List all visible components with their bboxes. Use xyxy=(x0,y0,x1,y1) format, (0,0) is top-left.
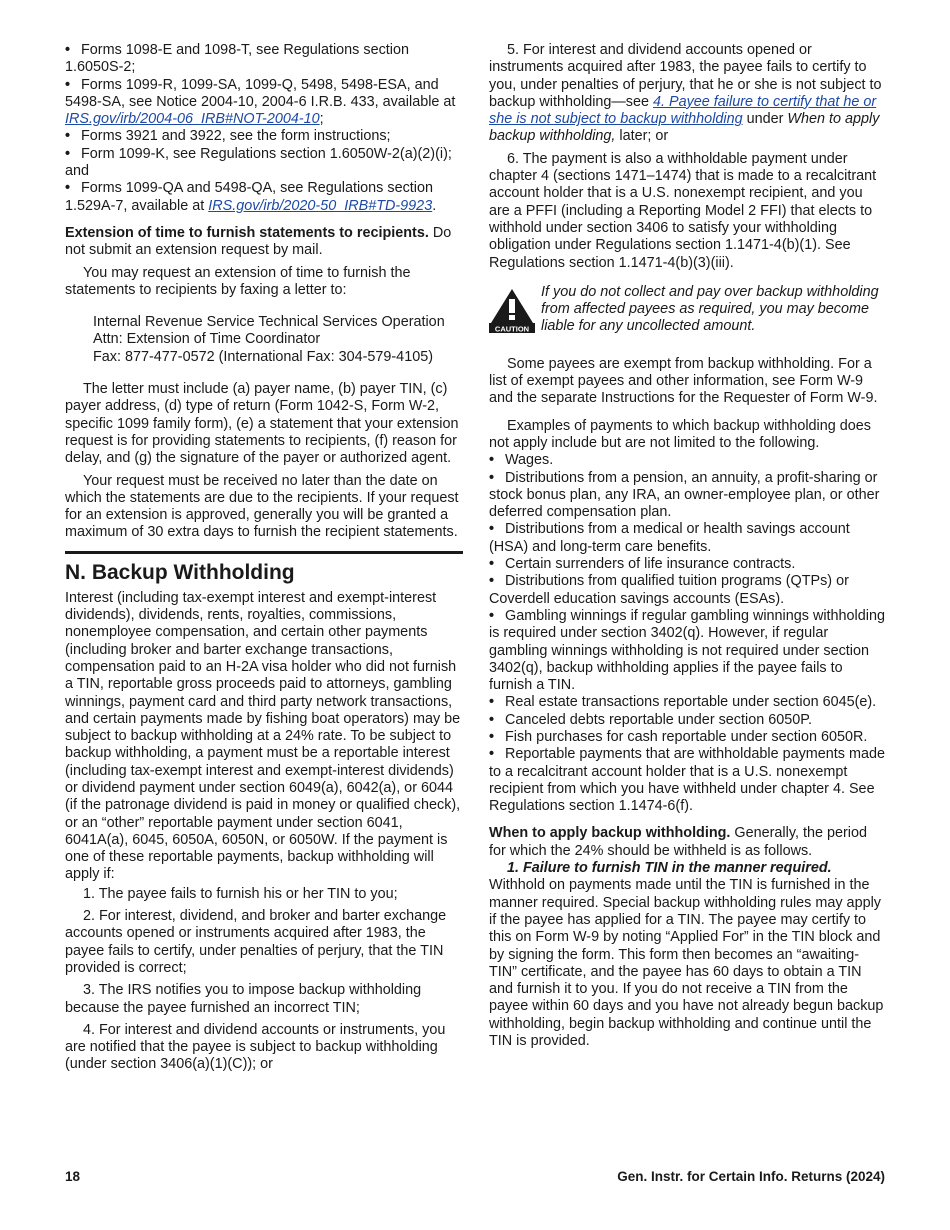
item-text: When to apply backup withholding, xyxy=(489,111,880,145)
left-column xyxy=(65,42,463,1074)
exempt-payees-paragraph: Some payees are exempt from backup withholding. For a list of exempt payees and other information, see Form W-9 and the separate Instructions for the Requester of Form W-9. xyxy=(489,355,878,407)
list-item: • Wages. xyxy=(489,452,887,469)
caution-label: CAUTION xyxy=(494,324,530,333)
list-item-text: Forms 1099-QA and 5498-QA, see Regulations section 1.529A-7, available at xyxy=(65,180,433,214)
numbered-item: 3. The IRS notifies you to impose backup withholding because the payee furnished an incorrect TIN; xyxy=(65,982,422,1016)
numbered-item: 1. The payee fails to furnish his or her TIN to you; xyxy=(83,885,398,902)
list-item: • Gambling winnings if regular gambling winnings withholding is required under section 3402(q). However, if regular gambling winnings withholding is not required under section 3402(q), backup withholding applies if the payee fails to furnish a TIN. xyxy=(489,608,887,694)
right-column xyxy=(489,42,887,1050)
list-item: • Distributions from a pension, an annuity, a profit-sharing or stock bonus plan, any IRA, an owner-employee plan, or other deferred compensation plan. xyxy=(489,470,887,522)
extension-text: Do not submit an extension request by mail. xyxy=(65,224,452,259)
list-item: • Forms 1098-E and 1098-T, see Regulations section 1.6050S-2; xyxy=(65,42,463,77)
extension-paragraph xyxy=(65,225,463,260)
list-item xyxy=(65,77,463,129)
backup-withholding-paragraph: Interest (including tax-exempt interest and exempt-interest dividends), dividends, rents, royalties, commissions, nonemployee compensation, and certain other payments (including broker and barter exchange transactions, compensation paid to an H-2A visa holder who did not furnish a TIN, reportable gross proceeds paid to attorneys, gambling winnings, payment card and third party network transactions, and certain payments made by fishing boat operators) may be subject to backup withholding at a 24% rate. To be subject to backup withholding, a payment must be a reportable interest (including tax-exempt interest and exempt-interest dividends) or dividend payment under section 6049(a), 6042(a), or 6044 (if the patronage dividend is paid in money or qualified check), or an “other” reportable payment under section 6041, 6041A(a), 6045, 6050A, 6050N, or 6050W. If the payment is one of these reportable payments, backup withholding will apply if: xyxy=(65,589,461,883)
payee-failure-link[interactable]: 4. Payee failure to certify that he or she is not subject to backup withholding xyxy=(489,93,877,128)
failure-heading: 1. Failure to furnish TIN in the manner required. xyxy=(507,860,832,877)
caution-text: If you do not collect and pay over backup withholding from affected payees as required, you may become liable for any uncollected amount. xyxy=(541,283,879,335)
list-item: • Forms 3921 and 3922, see the form instructions; xyxy=(65,128,463,145)
failure-paragraph: Withhold on payments made until the TIN is furnished in the manner required. Special backup withholding rules may apply if the payee has applied for a TIN. The payee may certify to this on Form W-9 by noting “Applied For” in the TIN block and by signing the form. This form then becomes an “awaiting-TIN” certificate, and the payee has 60 days to obtain a TIN and furnish it to you. If you do not receive a TIN from the payee within 60 days and you have not already begun backup withholding, begin backup withholding and continue until the TIN is provided. xyxy=(489,877,884,1050)
when-to-apply-heading: When to apply backup withholding. xyxy=(489,825,731,842)
list-item: • Form 1099-K, see Regulations section 1.6050W-2(a)(2)(i); and xyxy=(65,146,463,181)
document-title: Gen. Instr. for Certain Info. Returns (2024) xyxy=(617,1169,885,1184)
irs-address-block xyxy=(93,314,463,366)
extension-heading: Extension of time to furnish statements to recipients. xyxy=(65,224,429,241)
list-item-text: ; xyxy=(319,111,324,128)
numbered-item: 6. The payment is also a withholdable payment under chapter 4 (sections 1471–1474) that is made to a recalcitrant account holder that is a U.S. nonexempt recipient, and you are a PFFI (including a Reporting Model 2 FFI) that elects to withhold under section 3406 to satisfy your withholding obligation under Regulations section 1.1471-4(b)(1). See Regulations section 1.1471-4(b)(3)(iii). xyxy=(489,150,877,271)
page-number: 18 xyxy=(65,1169,81,1184)
list-item: • Canceled debts reportable under section 6050P. xyxy=(489,712,887,729)
list-item xyxy=(65,180,463,215)
numbered-item: 2. For interest, dividend, and broker and barter exchange accounts opened or instruments acquired after 1983, the payee fails to certify, under penalties of perjury, that the TIN provided is correct; xyxy=(65,908,447,976)
item-text: later; or xyxy=(615,128,669,145)
list-item: • Real estate transactions reportable under section 6045(e). xyxy=(489,694,887,711)
numbered-item: 4. For interest and dividend accounts or instruments, you are notified that the payee is subject to backup withholding (under section 3406(a)(1)(C)); or xyxy=(65,1021,446,1073)
caution-icon xyxy=(489,287,535,333)
examples-paragraph: Examples of payments to which backup withholding does not apply include but are not limited to the following. xyxy=(489,417,871,451)
section-divider xyxy=(65,551,463,586)
caution-box xyxy=(489,284,887,336)
list-item-text: Forms 1099-R, 1099-SA, 1099-Q, 5498, 5498-ESA, and 5498-SA, see Notice 2004-10, 2004-6 I.R.B. 433, available at xyxy=(65,76,456,110)
when-to-apply-text: Generally, the period for which the 24% should be withheld is as follows. xyxy=(489,825,867,859)
request-deadline-paragraph: Your request must be received no later than the date on which the statements are due to the recipients. If your request for an extension is approved, generally you will be granted a maximum of 30 extra days to furnish the recipient statements. xyxy=(65,472,459,541)
address-line: Internal Revenue Service Technical Services Operation xyxy=(93,314,445,331)
address-line: Fax: 877-477-0572 (International Fax: 304-579-4105) xyxy=(93,348,433,365)
list-item: • Reportable payments that are withholdable payments made to a recalcitrant account holder that is a U.S. nonexempt recipient from which you have withheld under chapter 4. See Regulations section 1.1474-6(f). xyxy=(489,746,887,815)
letter-requirements-paragraph: The letter must include (a) payer name, (b) payer TIN, (c) payer address, (d) type of return (Form 1042-S, Form W-2, specific 1099 family form), (e) a statement that your extension request is for providing statements to recipients, (f) reason for delay, and (g) the signature of the payer or authorized agent. xyxy=(65,381,459,467)
extension-request-paragraph: You may request an extension of time to furnish the statements to recipients by faxing a letter to: xyxy=(65,264,411,298)
item-text: under xyxy=(742,111,788,128)
list-item: • Fish purchases for cash reportable under section 6050R. xyxy=(489,729,887,746)
list-item: • Distributions from a medical or health savings account (HSA) and long-term care benefits. xyxy=(489,521,887,556)
when-to-apply-paragraph xyxy=(489,825,887,860)
list-item: • Distributions from qualified tuition programs (QTPs) or Coverdell education savings accounts (ESAs). xyxy=(489,573,887,608)
list-item: • Certain surrenders of life insurance contracts. xyxy=(489,556,887,573)
numbered-item xyxy=(489,42,887,146)
irb-2020-50-link[interactable]: IRS.gov/irb/2020-50_IRB#TD-9923 xyxy=(208,197,433,214)
item-text: 5. For interest and dividend accounts opened or instruments acquired after 1983, the payee fails to certify to you, under penalties of perjury, that he or she is not subject to backup withholding—see xyxy=(489,42,882,110)
irb-2004-06-link[interactable]: IRS.gov/irb/2004-06_IRB#NOT-2004-10 xyxy=(65,111,320,128)
section-title: N. Backup Withholding xyxy=(65,560,295,584)
list-item-text: . xyxy=(432,197,437,214)
address-line: Attn: Extension of Time Coordinator xyxy=(93,331,321,348)
